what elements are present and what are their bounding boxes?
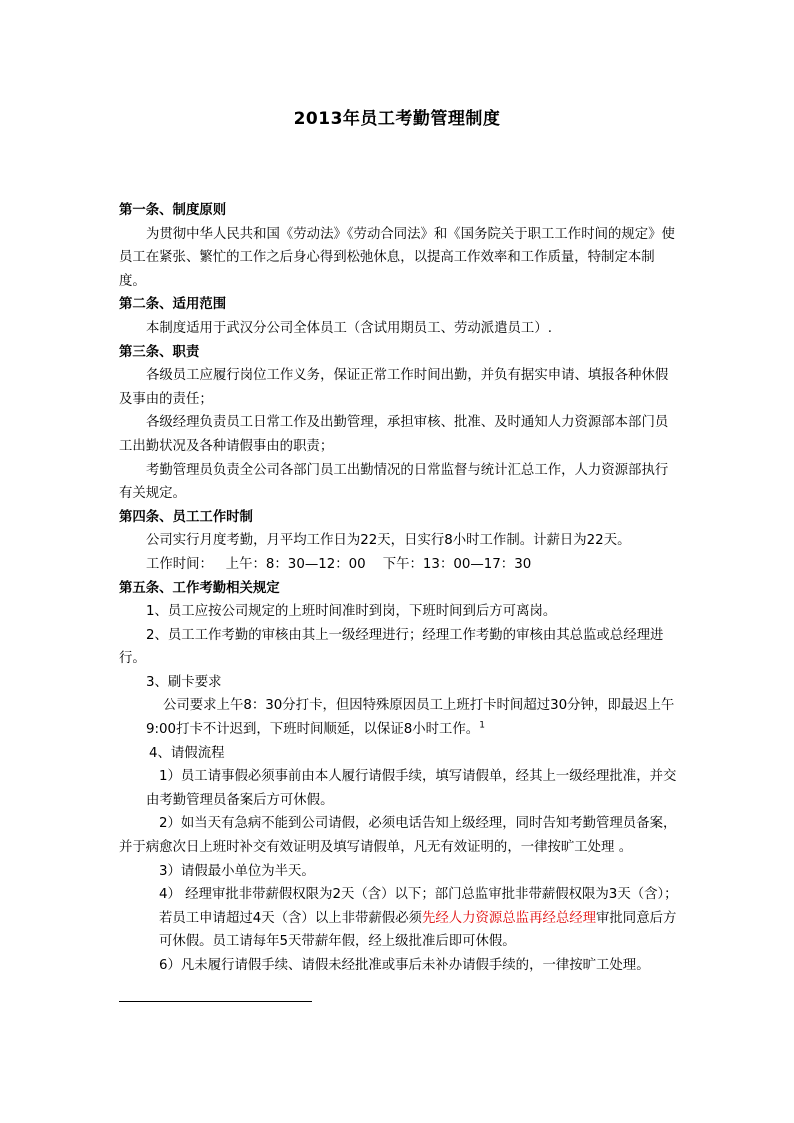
leave-step-4-text-b: 审批同意后方可休假。员工请每年5天带薪年假，经上级批准后即可休假。	[159, 910, 677, 950]
rule-item-4: 4、请假流程	[149, 745, 225, 761]
document-title: 2013年员工考勤管理制度	[293, 109, 501, 129]
section-3-paragraph: 各级员工应履行岗位工作义务，保证正常工作时间出勤，并负有据实申请、填报各种休假及事由的责任；	[119, 368, 669, 407]
leave-step-6: 6）凡未履行请假手续、请假未经批准或事后未补办请假手续的，一律按旷工处理。	[159, 958, 650, 973]
section-3-paragraph: 各级经理负责员工日常工作及出勤管理，承担审核、批准、及时通知人力资源部本部门员工出勤状况及各种请假事由的职责；	[119, 415, 669, 454]
document-body	[119, 199, 679, 978]
leave-step-4	[119, 883, 679, 954]
card-swipe-body: 公司要求上午8：30分打卡，但因特殊原因员工上班打卡时间超过30分钟，即最迟上午9:00打卡不计迟到，下班时间顺延，以保证8小时工作。	[146, 698, 675, 738]
footnote-separator	[119, 1001, 312, 1002]
card-swipe-text	[119, 694, 679, 741]
leave-step-3: 3）请假最小单位为半天。	[159, 863, 315, 879]
work-hours-line: 工作时间： 上午：8：30—12：00 下午：13：00—17：30	[146, 556, 532, 572]
section-2-text: 本制度适用于武汉分公司全体员工（含试用期员工、劳动派遣员工）.	[146, 320, 552, 336]
section-1-heading: 第一条、制度原则	[119, 203, 227, 218]
leave-step-1: 1）员工请事假必须事前由本人履行请假手续，填写请假单，经其上一级经理批准，并交由考勤管理员备案后方可休假。	[146, 769, 677, 808]
leave-step-4-highlight: 先经人力资源总监再经总经理	[421, 910, 597, 926]
section-2-heading: 第二条、适用范围	[119, 297, 227, 313]
leave-step-4-text-a: 4） 经理审批非带薪假权限为2天（含）以下；部门总监审批非带薪假权限为3天（含）；若员工申请超过4天（含）以上非带薪假必须	[159, 887, 678, 926]
section-5-heading: 第五条、工作考勤相关规定	[119, 580, 280, 596]
section-4-paragraph: 公司实行月度考勤，月平均工作日为22天，日实行8小时工作制。计薪日为22天。	[146, 533, 631, 549]
rule-item-1: 1、员工应按公司规定的上班时间准时到岗，下班时间到后方可离岗。	[146, 604, 557, 620]
section-3-paragraph: 考勤管理员负责全公司各部门员工出勤情况的日常监督与统计汇总工作，人力资源部执行有关规定。	[119, 462, 669, 502]
footnote-ref: 1	[479, 720, 485, 731]
section-1-text: 为贯彻中华人民共和国《劳动法》《劳动合同法》和《国务院关于职工工作时间的规定》使员工在紧张、繁忙的工作之后身心得到松弛休息，以提高工作效率和工作质量，特制定本制度。	[119, 226, 675, 289]
section-4-heading: 第四条、员工工作时制	[119, 509, 253, 525]
leave-step-2: 2）如当天有急病不能到公司请假，必须电话告知上级经理，同时告知考勤管理员备案，并于病愈次日上班时补交有效证明及填写请假单，凡无有效证明的，一律按旷工处理 。	[119, 816, 677, 856]
section-3-heading: 第三条、职责	[119, 344, 200, 360]
rule-item-2: 2、员工工作考勤的审核由其上一级经理进行；经理工作考勤的审核由其总监或总经理进行。	[119, 627, 664, 667]
rule-item-3: 3、刷卡要求	[146, 674, 222, 690]
